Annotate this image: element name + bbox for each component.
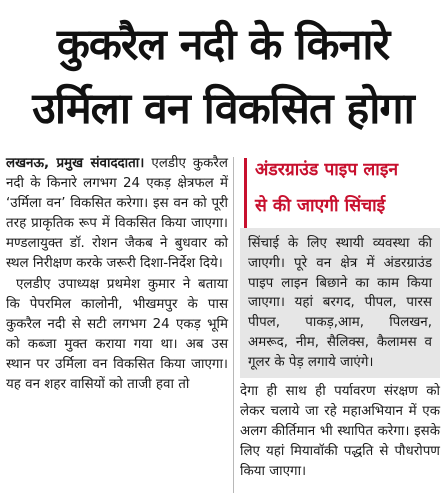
- article-paragraph-2: एलडीए उपाध्यक्ष प्रथमेश कुमार ने बताया कि पेपरमिल कालोनी, भीखमपुर के पास कुकरैल नदी से सटी लगभग 24 एकड़ भूमि को कब्जा मुक्त कराया गया था। अब उस स्थान पर उर्मिला वन विकसित किया जाएगा। यह वन शहर वासियों को ताजी हवा तो: [6, 276, 228, 393]
- subheading-line-2: से की जाएगी सिंचाई: [255, 196, 386, 216]
- article-paragraph-1: [6, 154, 228, 275]
- headline-line-2: उर्मिला वन विकसित होगा: [32, 84, 414, 134]
- headline-line-1: कुकरैल नदी के किनारे: [56, 20, 390, 70]
- article-paragraph-1-text: एलडीए कुकरैल नदी के किनारे लगभग 24 एकड़ क्षेत्रफल में ‘उर्मिला वन’ विकसित करेगा। इस वन को पूरी तरह प्राकृतिक रूप में विकसित किया जाएगा। मण्डलायुक्त डॉ. रोशन जैकब ने बुधवार को स्थल निरीक्षण करके जरूरी दिशा-निर्देश दिये।: [6, 156, 228, 272]
- article-left-column: [6, 154, 228, 395]
- column-divider: [233, 157, 234, 493]
- article-right-column: देगा ही साथ ही पर्यावरण संरक्षण को लेकर चलाये जा रहे महाअभियान में एक अलग कीर्तिमान भी स्थापित करेगा। इसके लिए यहां मियावॉकी पद्धति से पौधरोपण किया जाएगा।: [240, 384, 440, 480]
- subheading-line-1: अंडरग्राउंड पाइप लाइन: [255, 160, 399, 180]
- subheading-box: [244, 158, 443, 228]
- dateline: लखनऊ, प्रमुख संवाददाता।: [6, 156, 145, 171]
- highlight-box: सिंचाई के लिए स्थायी व्यवस्था की जाएगी। पूरे वन क्षेत्र में अंडरग्राउंड पाइप लाइन बिछाने का काम किया जाएगा। यहां बरगद, पीपल, पारस पीपल, पाकड़,आम, पिलखन, अमरूद, नीम, सैलिक्स, कैलामस व गूलर के पेड़ लगाये जाएंगे।: [240, 228, 440, 378]
